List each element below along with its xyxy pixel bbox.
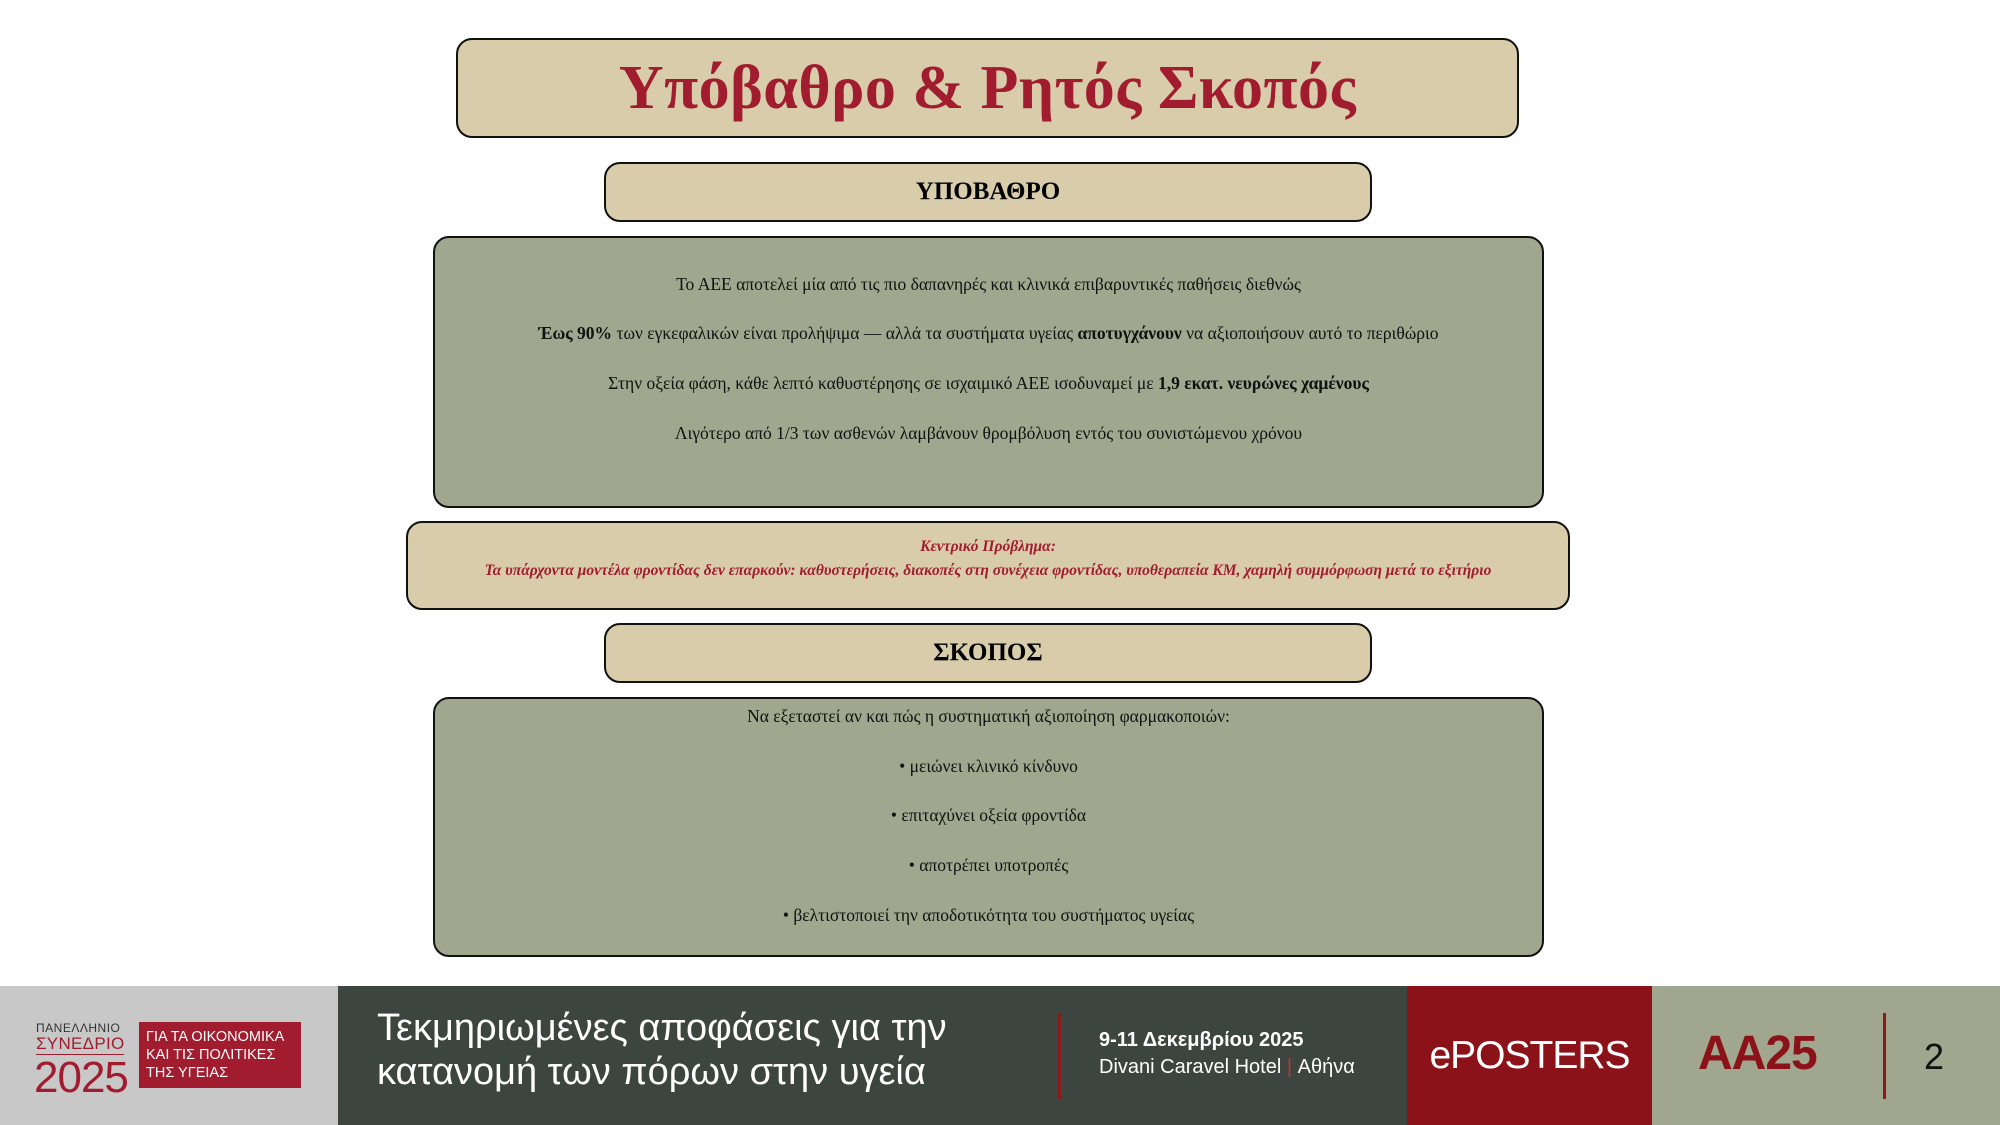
aim-bullet: • μειώνει κλινικό κίνδυνο <box>899 756 1078 776</box>
event-venue <box>1099 1056 1355 1079</box>
theme-line-2: κατανομή των πόρων στην υγεία <box>377 1051 926 1093</box>
problem-panel <box>406 521 1570 610</box>
footer-divider <box>1058 1013 1061 1099</box>
problem-text: Τα υπάρχοντα μοντέλα φροντίδας δεν επαρκούν: καθυστερήσεις, διακοπές στη συνέχεια φροντίδας, υποθεραπεία ΚΜ, χαμηλή συμμόρφωση μετά το εξιτήριο <box>484 562 1492 579</box>
aim-heading: ΣΚΟΠΟΣ <box>604 623 1372 683</box>
background-line-3-text: Στην οξεία φάση, κάθε λεπτό καθυστέρησης σε ισχαιμικό ΑΕΕ ισοδυναμεί με <box>608 373 1158 393</box>
aim-bullet: • αποτρέπει υποτροπές <box>908 855 1069 875</box>
eposters-label: ePOSTERS <box>1407 986 1652 1125</box>
background-line-2-end: να αξιοποιήσουν αυτό το περιθώριο <box>1181 323 1439 343</box>
congress-logo <box>0 986 338 1125</box>
venue-name: Divani Caravel Hotel <box>1099 1056 1282 1078</box>
background-line-3-emphasis: 1,9 εκατ. νευρώνες χαμένους <box>1157 373 1369 393</box>
logo-box-line-2: ΚΑΙ ΤΙΣ ΠΟΛΙΤΙΚΕΣ <box>146 1047 276 1063</box>
footer-theme-panel <box>338 986 1407 1125</box>
logo-small-text: ΠΑΝΕΛΛΗΝΙΟ <box>36 1021 121 1035</box>
theme-line-1: Τεκμηριωμένες αποφάσεις για την <box>377 1007 947 1049</box>
background-line-3 <box>435 373 1542 394</box>
aim-bullet: • επιταχύνει οξεία φροντίδα <box>890 805 1087 825</box>
problem-title: Κεντρικό Πρόβλημα: <box>920 538 1056 555</box>
background-line-2-emphasis: Έως 90% <box>538 323 613 343</box>
page-title: Υπόβαθρο & Ρητός Σκοπός <box>618 53 1357 122</box>
logo-congress-text: ΣΥΝΕΔΡΙΟ <box>36 1034 125 1053</box>
code-divider <box>1883 1013 1886 1099</box>
title-box <box>456 38 1519 138</box>
aim-intro: Να εξεταστεί αν και πώς η συστηματική αξιοποίηση φαρμακοποιών: <box>747 706 1230 726</box>
logo-title-box <box>139 1022 301 1088</box>
background-line-1: Το ΑΕΕ αποτελεί μία από τις πιο δαπανηρές και κλινικά επιβαρυντικές παθήσεις διεθνώς <box>676 274 1301 294</box>
background-line-2-text: των εγκεφαλικών είναι προλήψιμα — αλλά τα συστήματα υγείας <box>612 323 1078 343</box>
page-number: 2 <box>1924 1036 1945 1077</box>
venue-city: Αθήνα <box>1297 1056 1355 1078</box>
logo-box-line-3: ΤΗΣ ΥΓΕΙΑΣ <box>146 1065 229 1081</box>
poster-code: AA25 <box>1698 1027 1817 1080</box>
background-line-2-fail: αποτυγχάνουν <box>1077 323 1182 343</box>
congress-theme <box>377 1006 1077 1094</box>
background-line-4: Λιγότερο από 1/3 των ασθενών λαμβάνουν θρομβόλυση εντός του συνιστώμενου χρόνου <box>674 423 1303 443</box>
footer-code-panel <box>1652 986 2000 1125</box>
background-heading: ΥΠΟΒΑΘΡΟ <box>604 162 1372 222</box>
aim-bullet: • βελτιστοποιεί την αποδοτικότητα του συστήματος υγείας <box>782 905 1195 925</box>
event-date: 9-11 Δεκεμβρίου 2025 <box>1099 1029 1304 1051</box>
aim-panel <box>433 697 1544 957</box>
background-line-2 <box>435 323 1542 344</box>
footer-banner <box>0 986 2000 1125</box>
logo-box-line-1: ΓΙΑ ΤΑ ΟΙΚΟΝΟΜΙΚΑ <box>146 1029 285 1045</box>
background-panel <box>433 236 1544 508</box>
logo-year: 2025 <box>34 1053 128 1102</box>
venue-separator: | <box>1286 1056 1293 1078</box>
